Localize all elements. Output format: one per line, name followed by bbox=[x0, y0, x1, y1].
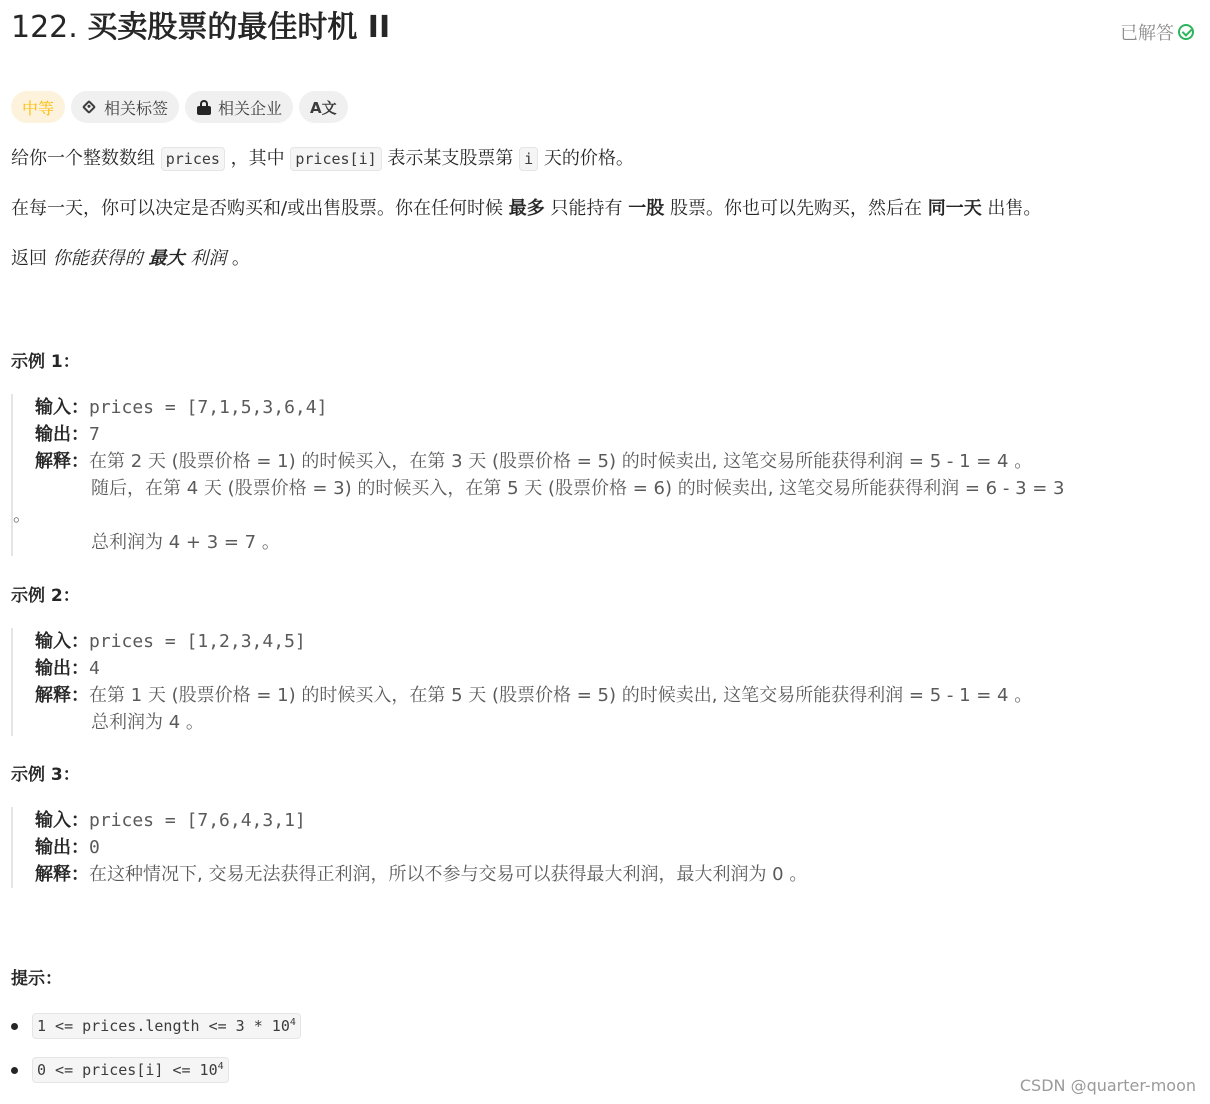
example-explanation bbox=[35, 861, 1206, 888]
related-tags-button[interactable] bbox=[71, 91, 179, 123]
description-paragraph-1 bbox=[11, 146, 634, 172]
bold-text: 同一天 bbox=[927, 198, 982, 219]
text: 给你一个整数数组 bbox=[11, 148, 161, 169]
text: 返回 bbox=[11, 248, 53, 269]
problem-name: 买卖股票的最佳时机 II bbox=[87, 10, 391, 45]
output-label: 输出： bbox=[35, 424, 89, 445]
hint-text: 1 <= prices.length <= 3 * 10 bbox=[37, 1017, 290, 1035]
explain-text: 在第 2 天 (股票价格 = 1) 的时候买入，在第 3 天 (股票价格 = 5) 的时候卖出, 这笔交易所能获得利润 = 5 - 1 = 4 。 bbox=[89, 451, 1033, 472]
example-input bbox=[35, 394, 1206, 421]
bullet-icon bbox=[11, 1023, 18, 1030]
input-label: 输入： bbox=[35, 810, 89, 831]
hint-code bbox=[32, 1013, 301, 1039]
italic-text: 利润 bbox=[184, 248, 227, 269]
text: 出售。 bbox=[981, 198, 1042, 219]
example-2-title: 示例 2： bbox=[11, 586, 80, 606]
text: 股票。你也可以先购买，然后在 bbox=[664, 198, 928, 219]
hint-code bbox=[32, 1057, 229, 1083]
example-2-block bbox=[11, 628, 1206, 736]
hint-exponent: 4 bbox=[217, 1061, 224, 1072]
example-input bbox=[35, 807, 1206, 834]
inline-code: i bbox=[519, 147, 538, 171]
example-explanation-total: 总利润为 4 + 3 = 7 。 bbox=[91, 532, 280, 553]
hint-exponent: 4 bbox=[289, 1017, 296, 1028]
text: 。 bbox=[226, 248, 250, 269]
example-output bbox=[35, 834, 1206, 861]
inline-code: prices bbox=[161, 147, 225, 171]
explain-label: 解释： bbox=[35, 451, 89, 472]
example-explanation-total: 总利润为 4 。 bbox=[91, 712, 204, 733]
explain-label: 解释： bbox=[35, 685, 89, 706]
input-label: 输入： bbox=[35, 397, 89, 418]
bold-text: 一股 bbox=[628, 198, 665, 219]
description-paragraph-3 bbox=[11, 246, 250, 272]
hints-title: 提示： bbox=[11, 969, 62, 989]
output-value: 7 bbox=[89, 424, 100, 445]
text: 只能持有 bbox=[544, 198, 629, 219]
output-value: 0 bbox=[89, 837, 100, 858]
check-circle-icon bbox=[1178, 24, 1194, 40]
inline-code: prices[i] bbox=[290, 147, 381, 171]
input-value: prices = [1,2,3,4,5] bbox=[89, 631, 306, 652]
output-label: 输出： bbox=[35, 658, 89, 679]
solved-status bbox=[1120, 19, 1194, 45]
hint-item bbox=[11, 1057, 229, 1083]
example-explanation-wrap: 。 bbox=[13, 505, 31, 526]
output-label: 输出： bbox=[35, 837, 89, 858]
input-value: prices = [7,6,4,3,1] bbox=[89, 810, 306, 831]
bold-italic-text: 最大 bbox=[148, 248, 185, 269]
lock-icon bbox=[196, 99, 212, 115]
example-output bbox=[35, 421, 1206, 448]
example-1-title: 示例 1： bbox=[11, 352, 80, 372]
hint-item bbox=[11, 1013, 301, 1039]
bullet-icon bbox=[11, 1067, 18, 1074]
text: 表示某支股票第 bbox=[381, 148, 520, 169]
description-paragraph-2 bbox=[11, 196, 1041, 222]
text: ，其中 bbox=[224, 148, 291, 169]
problem-number: 122. bbox=[11, 10, 78, 45]
example-output bbox=[35, 655, 1206, 682]
output-value: 4 bbox=[89, 658, 100, 679]
translate-button[interactable] bbox=[299, 91, 348, 123]
related-companies-button[interactable] bbox=[185, 91, 293, 123]
solved-label: 已解答 bbox=[1120, 23, 1174, 44]
input-label: 输入： bbox=[35, 631, 89, 652]
text: 在每一天，你可以决定是否购买和/或出售股票。你在任何时候 bbox=[11, 198, 509, 219]
example-3-block bbox=[11, 807, 1206, 888]
tag-bar bbox=[11, 91, 348, 123]
input-value: prices = [7,1,5,3,6,4] bbox=[89, 397, 328, 418]
example-explanation bbox=[35, 682, 1206, 709]
watermark: CSDN @quarter-moon bbox=[1019, 1076, 1196, 1095]
explain-text: 在第 1 天 (股票价格 = 1) 的时候买入，在第 5 天 (股票价格 = 5) 的时候卖出, 这笔交易所能获得利润 = 5 - 1 = 4 。 bbox=[89, 685, 1033, 706]
hint-text: 0 <= prices[i] <= 10 bbox=[37, 1061, 218, 1079]
example-input bbox=[35, 628, 1206, 655]
related-tags-label: 相关标签 bbox=[104, 98, 169, 118]
difficulty-badge bbox=[11, 91, 65, 123]
bold-text: 最多 bbox=[508, 198, 545, 219]
explain-label: 解释： bbox=[35, 864, 89, 885]
related-companies-label: 相关企业 bbox=[218, 98, 283, 118]
example-1-block bbox=[11, 394, 1206, 556]
italic-text: 你能获得的 bbox=[52, 248, 149, 269]
explain-text: 在这种情况下, 交易无法获得正利润，所以不参与交易可以获得最大利润，最大利润为 0 。 bbox=[89, 864, 808, 885]
problem-title[interactable] bbox=[11, 8, 1202, 48]
difficulty-label: 中等 bbox=[22, 98, 55, 118]
example-3-title: 示例 3： bbox=[11, 765, 80, 785]
tag-icon bbox=[82, 99, 98, 115]
example-explanation bbox=[35, 448, 1206, 475]
example-explanation-cont: 随后，在第 4 天 (股票价格 = 3) 的时候买入，在第 5 天 (股票价格 = 6) 的时候卖出, 这笔交易所能获得利润 = 6 - 3 = 3 bbox=[91, 478, 1065, 499]
translate-icon: A文 bbox=[310, 98, 337, 117]
problem-header bbox=[11, 8, 1202, 48]
text: 天的价格。 bbox=[538, 148, 634, 169]
